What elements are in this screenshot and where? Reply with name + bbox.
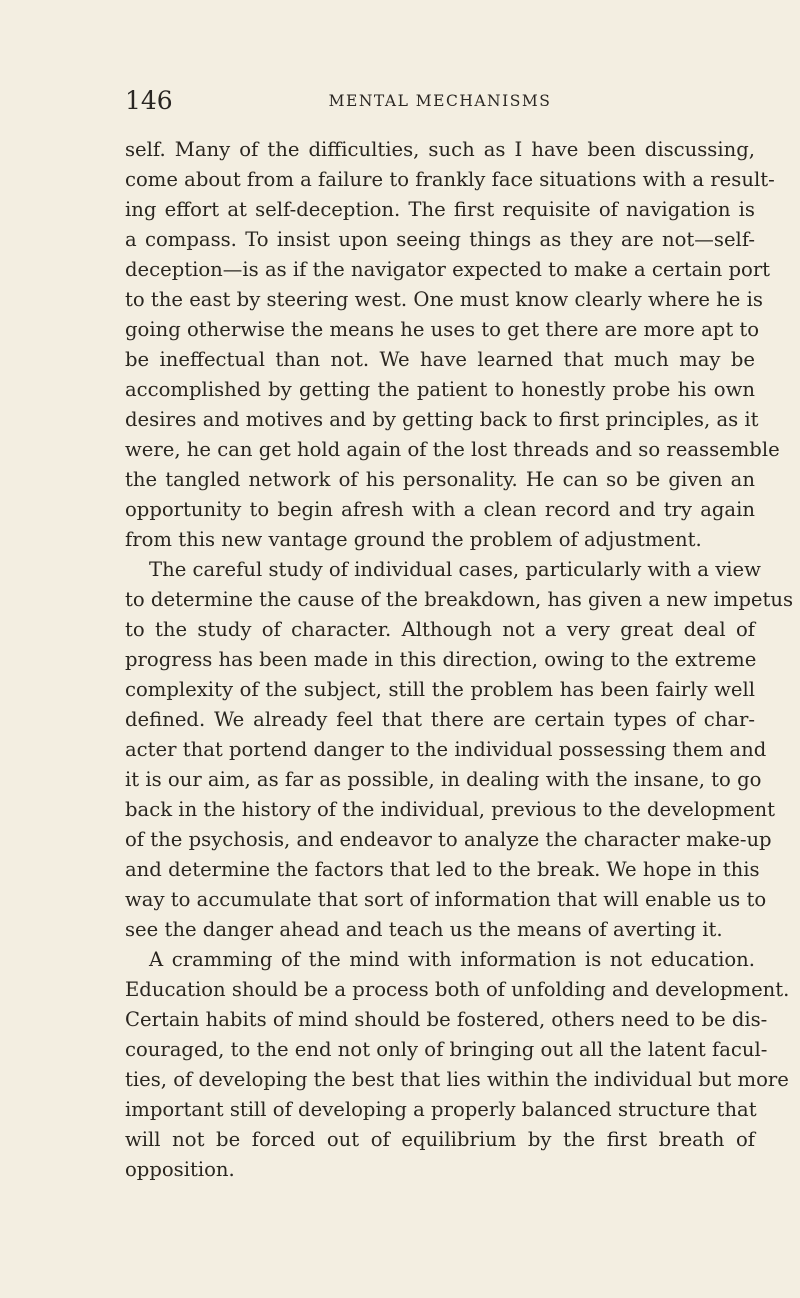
text-line: A cramming of the mind with information is not education. <box>149 948 755 971</box>
text-line: desires and motives and by getting back to first principles, as it <box>125 408 759 431</box>
text-line: to determine the cause of the breakdown, has given a new impetus <box>125 588 794 611</box>
paragraph-1 <box>125 135 780 555</box>
text-line: self. Many of the difficulties, such as I have been discussing, <box>125 138 755 161</box>
text-line: opportunity to begin afresh with a clean record and try again <box>125 498 755 521</box>
text-line: ing effort at self-deception. The first requisite of navigation is <box>125 198 755 221</box>
page-header <box>125 86 755 122</box>
text-line: ties, of developing the best that lies within the individual but more <box>125 1068 789 1091</box>
text-line: way to accumulate that sort of information that will enable us to <box>125 888 767 911</box>
body-text <box>125 135 794 1185</box>
text-line: important still of developing a properly balanced structure that <box>125 1098 757 1121</box>
text-line: it is our aim, as far as possible, in dealing with the insane, to go <box>125 768 762 791</box>
text-line: deception—is as if the navigator expected to make a certain port <box>125 258 771 281</box>
paragraph-2 <box>125 555 794 945</box>
text-line: going otherwise the means he uses to get there are more apt to <box>125 318 760 341</box>
text-line: come about from a failure to frankly face situations with a result- <box>125 168 775 191</box>
text-line: The careful study of individual cases, particularly with a view <box>149 558 761 581</box>
text-line: complexity of the subject, still the problem has been fairly well <box>125 678 755 701</box>
text-line: from this new vantage ground the problem of adjustment. <box>125 528 702 551</box>
text-line: be ineffectual than not. We have learned that much may be <box>125 348 755 371</box>
text-line: a compass. To insist upon seeing things as they are not—self- <box>125 228 755 251</box>
page-number: 146 <box>125 86 173 115</box>
text-line: will not be forced out of equilibrium by the first breath of <box>125 1128 755 1151</box>
text-line: back in the history of the individual, previous to the development <box>125 798 776 821</box>
text-line: the tangled network of his personality. He can so be given an <box>125 468 755 491</box>
text-line: accomplished by getting the patient to honestly probe his own <box>125 378 755 401</box>
text-line: of the psychosis, and endeavor to analyze the character make-up <box>125 828 772 851</box>
text-line: Education should be a process both of unfolding and development. <box>125 978 790 1001</box>
text-line: couraged, to the end not only of bringing out all the latent facul- <box>125 1038 768 1061</box>
text-line: to the study of character. Although not a very great deal of <box>125 618 755 641</box>
paragraph-3 <box>125 945 790 1185</box>
text-line: and determine the factors that led to the break. We hope in this <box>125 858 760 881</box>
text-line: acter that portend danger to the individual possessing them and <box>125 738 767 761</box>
text-line: to the east by steering west. One must know clearly where he is <box>125 288 763 311</box>
text-line: Certain habits of mind should be fostered, others need to be dis- <box>125 1008 768 1031</box>
text-line: defined. We already feel that there are certain types of char- <box>125 708 755 731</box>
text-line: opposition. <box>125 1158 235 1181</box>
text-line: progress has been made in this direction, owing to the extreme <box>125 648 757 671</box>
text-line: were, he can get hold again of the lost threads and so reassemble <box>125 438 780 461</box>
text-line: see the danger ahead and teach us the means of averting it. <box>125 918 723 941</box>
running-head: MENTAL MECHANISMS <box>328 92 552 110</box>
